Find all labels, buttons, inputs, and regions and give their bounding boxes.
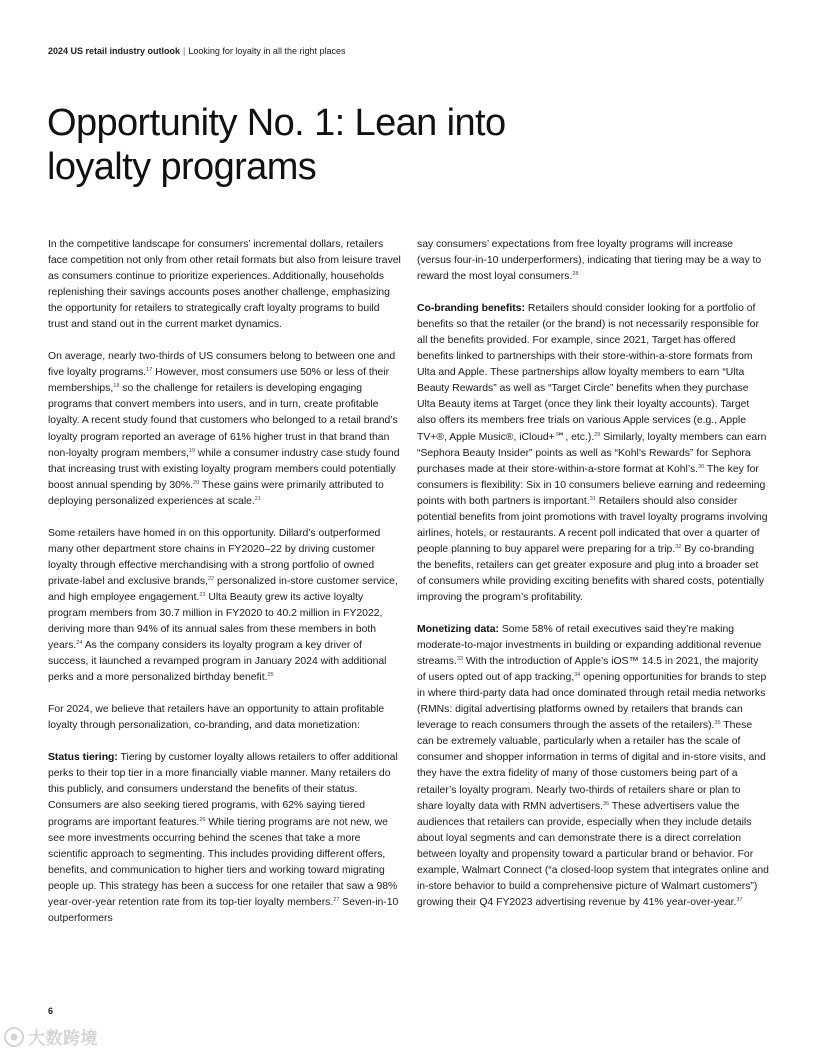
status-tiering-heading: Status tiering: (48, 752, 118, 764)
monetizing-data-heading: Monetizing data: (417, 624, 499, 636)
paragraph-2024-outlook: For 2024, we believe that retailers have an opportunity to attain profitable loyalty through personalization, co-branding, and data monetization: (48, 704, 385, 732)
paragraph-tiering-continued: say consumers’ expectations from free loyalty programs will increase (versus four-in-10 underperformers), indicating that tiering may be a way to reward the most loyal consumers.$^{28}$ (417, 239, 762, 283)
left-column (48, 237, 402, 943)
footnote-ref[interactable]: 29 (594, 431, 601, 438)
page-number: 6 (48, 1006, 54, 1016)
paragraph-monetizing-data: Monetizing data: Some 58% of retail executives said they’re making moderate-to-major investments in building or expanding additional revenue streams.$^{33}$ With the introduction of Apple’s iOS™ 14.5 in 2021, the majority of users opted out of app tracking,$^{34}$ opening opportunities for brands to step in where third-party data had once dominated through retail media networks (RMNs: digital advertising platforms owned by retailers that brands can leverage to reach consumers through the assets of the retailers).$^{35}$ These can be extremely valuable, particularly when a retailer has the scale of consumer and shopper information in terms of digital and in-store visits, and they have the extra fidelity of many of those customers being part of a retailer’s loyalty program. Nearly two-thirds of retailers share or plan to share loyalty data with RMN advertisers.$^{36}$ These advertisers value the audiences that retailers can provide, especially when they include details about loyal segments and can demonstrate there is a direct correlation between loyalty and propensity toward a particular brand or behavior. For example, Walmart Connect (“a closed-loop system that integrates online and in-store behavior to build a comprehensive picture of Walmart customers”) growing their Q4 FY2023 advertising revenue by 41% year-over-year.$^{37}$ (417, 624, 769, 908)
footnote-ref[interactable]: 21 (254, 495, 261, 502)
footnote-ref[interactable]: 30 (698, 463, 705, 470)
paragraph-membership: On average, nearly two-thirds of US consumers belong to between one and five loyalty programs.$^{17}$ However, most consumers use 50% or less of their memberships,$^{18}$ so the challenge for retailers is developing engaging programs that convert members into users, and in turn, create profitable loyalty. A recent study found that customers who belonged to a retail brand’s loyalty program reported an average of 61% higher trust in that brand than non-loyalty program members,$^{19}$ while a consumer industry case study found that increasing trust with existing loyalty program members could potentially boost annual spending by 30%.$^{20}$ These gains were primarily attributed to deploying personalized experiences at scale.$^{21}$ (48, 351, 400, 507)
paragraph-status-tiering: Status tiering: Tiering by customer loyalty allows retailers to offer additional perks to their top tier in a more financially viable manner. Many retailers do this publicly, and consumers understand the benefits of their status. Consumers are also seeking tiered programs, with 62% saying tiered programs are important features.$^{26}$ While tiering programs are not new, we see more investments occurring behind the scenes that take a more scientific approach to segmenting. This includes providing different offers, benefits, and communication to higher tiers and working toward migrating people up. This strategy has been a success for one retailer that saw a 98% year-over-year retention rate from its top-tier loyalty members.$^{27}$ Seven-in-10 outperformers (48, 752, 399, 924)
footnote-ref[interactable]: 20 (193, 479, 200, 486)
footnote-ref[interactable]: 33 (456, 656, 463, 663)
footnote-ref[interactable]: 28 (572, 271, 579, 278)
footnote-ref[interactable]: 27 (333, 896, 340, 903)
footnote-ref[interactable]: 24 (76, 640, 83, 647)
right-column (417, 237, 769, 927)
header-separator: | (183, 46, 186, 56)
watermark (2, 1024, 98, 1049)
footnote-ref[interactable]: 36 (602, 800, 610, 807)
footnote-ref[interactable]: 26 (199, 816, 206, 823)
report-title: 2024 US retail industry outlook (48, 46, 181, 56)
paragraph-retailer-examples: Some retailers have homed in on this opportunity. Dillard’s outperformed many other department store chains in FY2020–22 by driving customer loyalty through effective merchandising with a strong portfolio of owned private-label and exclusive brands,$^{22}$ personalized in-store customer service, and high employee engagement.$^{23}$ Ulta Beauty grew its active loyalty program members from 30.7 million in FY2020 to 40.2 million in FY2022, deriving more than 94% of its annual sales from these members in both years.$^{24}$ As the company considers its loyalty program a key driver of success, it launched a revamped program in January 2024 with additional perks and a more personalized birthday benefit.$^{25}$ (48, 527, 398, 684)
footnote-ref[interactable]: 19 (188, 447, 196, 454)
footnote-ref[interactable]: 17 (146, 367, 153, 374)
page-title: Opportunity No. 1: Lean into loyalty programs (47, 102, 506, 188)
footnote-ref[interactable]: 37 (736, 896, 743, 903)
footnote-ref[interactable]: 22 (208, 575, 215, 582)
footnote-ref[interactable]: 32 (675, 543, 682, 550)
watermark-logo-icon (2, 1025, 26, 1049)
co-branding-heading: Co-branding benefits: (417, 303, 525, 315)
paragraph-co-branding: Co-branding benefits: Retailers should consider looking for a portfolio of benefits so that the retailer (or the brand) is not necessarily responsible for all the benefits provided. For example, since 2021, Target has offered benefits linked to partnerships with their store-within-a-store formats from Ulta and Apple. These partnerships allow loyalty members to earn “Ulta Beauty Rewards” as well as “Target Circle” benefits when they purchase Ulta Beauty items at Target (once they link their loyalty accounts). Target also offers its members free trials on various Apple services (e.g., Apple TV+®, Apple Music®, iCloud+℠, etc.).$^{29}$ Similarly, loyalty members can earn “Sephora Beauty Insider” points as well as “Kohl’s Rewards” for Sephora purchases made at their store-within-a-store format at Kohl’s.$^{30}$ The key for consumers is flexibility: Six in 10 consumers believe earning and redeeming points with both partners is important.$^{31}$ Retailers should also consider potential benefits from joint promotions with travel loyalty programs involving airlines, hotels, or restaurants. A recent poll indicated that over a quarter of people planning to buy apparel were preparing for a trip.$^{32}$ By co-branding the benefits, retailers can get greater exposure and plug into a broader set of consumers while providing exciting benefits with shared costs, potentially improving the program’s profitability. (417, 303, 768, 603)
running-header (48, 46, 345, 56)
footnote-ref[interactable]: 34 (574, 672, 581, 679)
footnote-ref[interactable]: 31 (589, 495, 596, 502)
footnote-ref[interactable]: 25 (267, 672, 274, 679)
footnote-ref[interactable]: 23 (199, 591, 206, 598)
section-title: Looking for loyalty in all the right places (188, 46, 346, 56)
footnote-ref[interactable]: 18 (113, 383, 120, 390)
paragraph-intro: In the competitive landscape for consumers’ incremental dollars, retailers face competition not only from other retail formats but also from leisure travel as consumers continue to prioritize experiences. Additionally, households replenishing their savings accounts poses another challenge, emphasizing the opportunity for retailers to strategically craft loyalty programs to build trust and stand out in the current market dynamics. (48, 239, 401, 331)
watermark-text: 大数跨境 (28, 1029, 98, 1048)
footnote-ref[interactable]: 35 (714, 720, 721, 727)
